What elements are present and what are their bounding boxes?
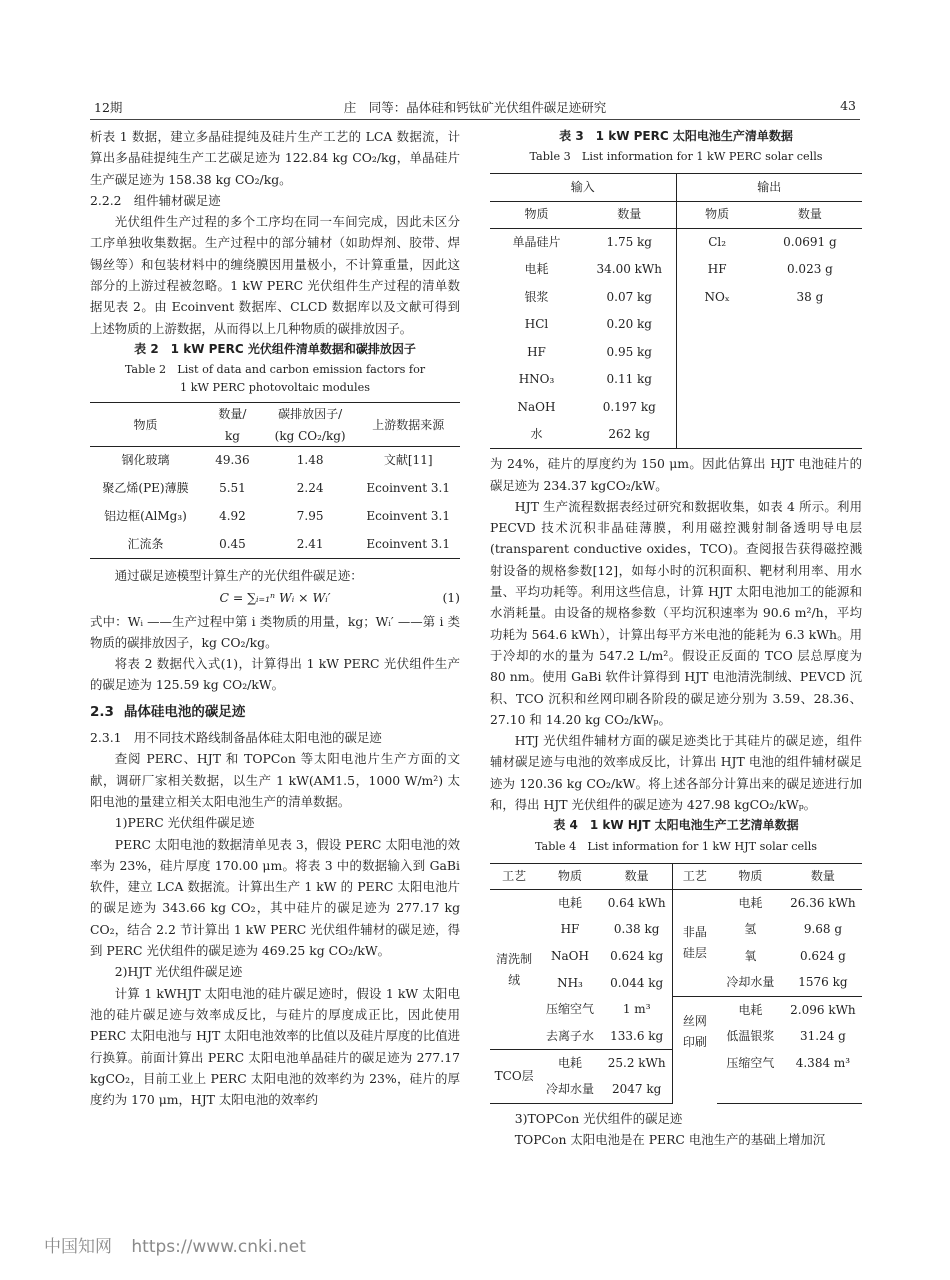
table-header: 上游数据来源 <box>356 403 460 447</box>
right-column <box>490 126 862 1150</box>
table-cell: 单晶硅片 <box>512 235 561 250</box>
table-cell: 1 m³ <box>602 997 673 1024</box>
table-cell: 去离子水 <box>538 1023 601 1050</box>
table-cell: 文献[11] <box>383 453 433 468</box>
table-row <box>490 311 862 339</box>
table-cell: 0.38 kg <box>602 917 673 944</box>
table-cell: 0.20 kg <box>583 311 676 339</box>
table-cell: 电耗 <box>738 1002 763 1017</box>
section-title: 晶体硅电池的碳足迹 <box>123 703 246 720</box>
table4-caption-en: Table 4 List information for 1 kW HJT solar cells <box>534 839 818 853</box>
table-4 <box>490 863 862 1104</box>
table-row <box>90 447 460 475</box>
table-row <box>490 997 862 1024</box>
table-row <box>490 229 862 257</box>
table-cell: 26.36 kWh <box>790 895 856 910</box>
cnki-url[interactable]: https://www.cnki.net <box>131 1237 306 1257</box>
section-number: 2.3 <box>90 703 114 720</box>
paragraph: TOPCon 太阳电池是在 PERC 电池生产的基础上增加沉 <box>514 1132 826 1148</box>
table-header: 数量 <box>583 201 676 229</box>
table-header-row <box>490 174 862 202</box>
table-cell: 25.2 kWh <box>602 1050 673 1077</box>
table-cell: NH₃ <box>557 975 583 990</box>
table-cell: 133.6 kg <box>602 1023 673 1050</box>
table-cell: 1.75 kg <box>583 229 676 257</box>
table-cell: 31.24 g <box>799 1028 846 1043</box>
paragraph: HJT 生产流程数据表经过研究和数据收集，如表 4 所示。利用 PECVD 技术沉积非晶硅薄膜，利用磁控溅射制备透明导电层(transparent conductive oxides，TCO)。查阅报告获得磁控溅射设备的规格参数[12]，如每小时的沉积面积、靶材利用率、用水量、平均功耗等。利用这些信息，计算 HJT 太阳电池加工的能源和水消耗量。由设备的规格参数（平均沉积速率为 90.6 m²/h，平均功耗为 564.6 kWh），计算出每平方米电池的能耗为 6.3 kWh。用于冷却的水的量为 547.2 L/m²。假设正反面的 TCO 层总厚度为 80 nm。使用 GaBi 软件计算得到 HJT 电池清洗制绒、PEVCD 沉积、TCO 沉积和丝网印刷各阶段的碳足迹分别为 3.59、28.36、27.10 和 14.20 kg CO₂/kWₚ。 <box>490 498 862 727</box>
table-cell: 2.096 kWh <box>790 1002 856 1017</box>
table-cell: 电耗 <box>557 895 582 910</box>
table3-caption: 表 3 1 kW PERC 太阳电池生产清单数据 <box>559 129 793 143</box>
table-header-row <box>490 863 862 890</box>
table-cell: 0.95 kg <box>583 339 676 367</box>
table-header: 工艺 <box>672 863 717 890</box>
table-row <box>490 890 862 917</box>
table-cell: Ecoinvent 3.1 <box>366 509 450 524</box>
table-cell: 0.11 kg <box>583 366 676 394</box>
table-cell: 262 kg <box>583 421 676 449</box>
paragraph: 计算 1 kWHJT 太阳电池的硅片碳足迹时，假设 1 kW 太阳电池的硅片碳足迹与效率成反比，与硅片的厚度成正比，因此使用 PERC 太阳电池与 HJT 太阳电池效率的比值以及硅片厚度的比值进行换算。前面计算出 PERC 太阳电池单晶硅片的碳足迹为 277.17 kgCO₂，目前工业上 PERC 太阳电池的效率约为 23%，硅片的厚度约为 170 μm，HJT 太阳电池的效率约 <box>90 985 460 1108</box>
page-number: 43 <box>840 98 856 113</box>
table-cell: Ecoinvent 3.1 <box>366 481 450 496</box>
list-item: 1)PERC 光伏组件碳足迹 <box>114 815 255 831</box>
table-cell: 0.023 g <box>786 262 833 277</box>
table-header: 输入 <box>490 174 676 202</box>
table-cell: TCO层 <box>490 1050 538 1103</box>
table-cell: 铝边框(AlMg₃) <box>104 509 187 524</box>
table-row <box>490 366 862 394</box>
table-cell: 冷却水量 <box>717 970 784 997</box>
table-cell: 水 <box>490 421 583 449</box>
table3-caption-en: Table 3 List information for 1 kW PERC solar cells <box>529 150 823 164</box>
table-cell: 压缩空气 <box>545 1002 594 1017</box>
table-row <box>490 394 862 422</box>
table-header: 数量 <box>758 201 862 229</box>
table-header: 工艺 <box>490 863 538 890</box>
table-cell: 电耗 <box>524 262 549 277</box>
paragraph: 将表 2 数据代入式(1)，计算得出 1 kW PERC 光伏组件生产的碳足迹为 125.59 kg CO₂/kW。 <box>90 656 460 693</box>
table-cell: 49.36 <box>215 453 250 468</box>
table-cell: 低温银浆 <box>726 1028 775 1043</box>
table-row <box>490 256 862 284</box>
table-row <box>90 503 460 531</box>
table-row <box>490 339 862 367</box>
table-header: 数量/ <box>201 403 264 425</box>
table4-caption: 表 4 1 kW HJT 太阳电池生产工艺清单数据 <box>553 818 799 833</box>
paragraph: PERC 太阳电池的数据清单见表 3，假设 PERC 太阳电池的效率为 23%，硅片厚度 170.00 μm。将表 3 中的数据输入到 GaBi 软件，建立 LCA 数据流。计算出生产 1 kW 的 PERC 太阳电池片的碳足迹为 343.66 kg CO₂，其中硅片的碳足迹为 277.17 kg CO₂，结合 2.2 节计算出 1 kW PERC 光伏组件辅材的碳足迹，得到 PERC 光伏组件的碳足迹为 469.25 kg CO₂/kW。 <box>90 836 460 959</box>
table-cell: 电耗 <box>557 1055 582 1070</box>
running-header <box>94 96 856 118</box>
header-rule <box>90 119 860 120</box>
table2-caption: 表 2 1 kW PERC 光伏组件清单数据和碳排放因子 <box>134 341 416 356</box>
running-title: 庄 同等：晶体硅和钙钛矿光伏组件碳足迹研究 <box>343 100 607 115</box>
paragraph: 光伏组件生产过程的多个工序均在同一车间完成，因此未区分工序单独收集数据。生产过程中的部分辅材（如助焊剂、胶带、焊锡丝等）和包装材料中的缠绕膜因用量极小，不计算重量，因此这部分的上游过程被忽略。1 kW PERC 光伏组件生产过程的清单数据见表 2。由 Ecoinvent 数据库、CLCD 数据库以及文献可得到上述物质的上游数据，从而得以上几种物质的碳排放因子。 <box>90 214 460 336</box>
footer-watermark <box>44 1232 306 1257</box>
paragraph: 通过碳足迹模型计算生产的光伏组件碳足迹： <box>114 568 363 584</box>
table-cell: HF <box>707 262 727 277</box>
table-cell: HF <box>560 922 580 937</box>
paragraph: HTJ 光伏组件辅材方面的碳足迹类比于其硅片的碳足迹，组件辅材碳足迹与电池的效率成反比，计算出 HJT 电池的组件辅材碳足迹为 120.36 kg CO₂/kW。将上述各部分计算出来的碳足迹进行加和，得出 HJT 光伏组件的碳足迹为 427.98 kgCO₂/kWₚ。 <box>490 733 862 813</box>
table-header: kg <box>201 425 264 447</box>
table-cell: 0.624 kg <box>602 943 673 970</box>
table-cell: 0.624 g <box>799 948 846 963</box>
table-cell: 冷却水量 <box>538 1077 601 1104</box>
paragraph: 为 24%，硅片的厚度约为 150 μm。因此估算出 HJT 电池硅片的碳足迹为 234.37 kgCO₂/kW。 <box>490 456 862 493</box>
table-cell: 0.45 <box>201 531 264 559</box>
table-cell: 2.24 <box>296 481 324 496</box>
table-cell: 氢 <box>744 922 757 937</box>
table-cell: 汇流条 <box>90 531 201 559</box>
table-cell: 0.197 kg <box>583 394 676 422</box>
table-cell: 34.00 kWh <box>583 256 676 284</box>
table-header: 数量 <box>784 863 862 890</box>
table-cell: HCl <box>524 317 549 332</box>
table-row <box>490 421 862 449</box>
cnki-logo: 中国知网 <box>44 1237 112 1257</box>
paragraph: 析表 1 数据，建立多晶硅提纯及硅片生产工艺的 LCA 数据流，计算出多晶硅提纯生产工艺碳足迹为 122.84 kg CO₂/kg，单晶硅片生产碳足迹为 158.38 kg CO₂/kg。 <box>90 129 460 187</box>
table-cell: NaOH <box>550 948 589 963</box>
table-cell: 压缩空气 <box>726 1055 775 1070</box>
table-cell: 电耗 <box>738 895 763 910</box>
table-header: 物质 <box>717 863 784 890</box>
table-cell: 1.48 <box>296 453 324 468</box>
equation-number: (1) <box>442 589 460 605</box>
table-cell: 2.41 <box>264 531 357 559</box>
table2-caption-en: Table 2 List of data and carbon emission factors for <box>124 363 426 377</box>
table-cell: NOₓ <box>704 289 730 304</box>
equation-body: C = ∑ᵢ₌₁ⁿ Wᵢ × Wᵢ′ <box>219 589 331 605</box>
list-item: 2)HJT 光伏组件碳足迹 <box>114 964 243 980</box>
subsection-heading: 2.3.1 用不同技术路线制备晶体硅太阳电池的碳足迹 <box>90 730 382 746</box>
table-cell: 0.044 kg <box>602 970 673 997</box>
list-item: 3)TOPCon 光伏组件的碳足迹 <box>514 1110 683 1126</box>
table-header-row <box>490 201 862 229</box>
table-cell: 9.68 g <box>803 922 843 937</box>
table-header: 物质 <box>676 201 758 229</box>
table-cell: NaOH <box>517 399 556 414</box>
table-cell: 7.95 <box>296 509 324 524</box>
table-cell: 0.07 kg <box>583 284 676 312</box>
table-row <box>90 475 460 503</box>
table-cell: HNO₃ <box>518 372 555 387</box>
table-row <box>90 531 460 559</box>
table2-caption-en: 1 kW PERC photovoltaic modules <box>180 381 370 395</box>
table-2 <box>90 402 460 559</box>
table-header: 输出 <box>676 174 862 202</box>
subsection-heading: 2.2.2 组件辅材碳足迹 <box>90 192 221 208</box>
equation <box>90 587 460 611</box>
table-cell: 钢化玻璃 <box>121 453 170 468</box>
table-header: 物质 <box>490 201 583 229</box>
table-cell: 聚乙烯(PE)薄膜 <box>102 481 189 496</box>
table-cell: 非晶硅层 <box>672 890 717 997</box>
paragraph: 式中：Wᵢ ——生产过程中第 i 类物质的用量，kg；Wᵢ′ ——第 i 类物质的碳排放因子，kg CO₂/kg。 <box>90 613 460 650</box>
table-header: 物质 <box>90 403 201 447</box>
table-cell: 4.384 m³ <box>795 1055 851 1070</box>
table-cell: 银浆 <box>524 289 549 304</box>
issue-number: 12期 <box>94 100 123 115</box>
table-cell: 5.51 <box>219 481 246 496</box>
table-cell: Ecoinvent 3.1 <box>356 531 460 559</box>
table-cell: 氧 <box>744 948 757 963</box>
table-cell: 丝网印刷 <box>682 1014 707 1050</box>
table-cell: HF <box>527 344 546 359</box>
table-cell: 4.92 <box>219 509 246 524</box>
table-cell: 38 g <box>796 289 824 304</box>
table-header: 数量 <box>602 863 673 890</box>
left-column <box>90 126 460 1110</box>
paragraph: 查阅 PERC、HJT 和 TOPCon 等太阳电池片生产方面的文献，调研厂家相关数据，以生产 1 kW(AM1.5，1000 W/m²) 太阳电池的量建立相关太阳电池生产的清单数据。 <box>90 751 460 809</box>
table-cell: 2047 kg <box>602 1077 673 1104</box>
table-header: 物质 <box>538 863 601 890</box>
table-cell: Cl₂ <box>708 235 727 250</box>
table-3 <box>490 173 862 449</box>
table-header: (kg CO₂/kg) <box>264 425 357 447</box>
table-cell: 1576 kg <box>784 970 862 997</box>
table-cell: 0.0691 g <box>783 235 837 250</box>
table-cell: 0.64 kWh <box>602 890 673 917</box>
table-row <box>490 284 862 312</box>
section-heading <box>90 702 460 723</box>
table-header: 碳排放因子/ <box>264 403 357 425</box>
table-cell: 清洗制绒 <box>490 890 538 1050</box>
